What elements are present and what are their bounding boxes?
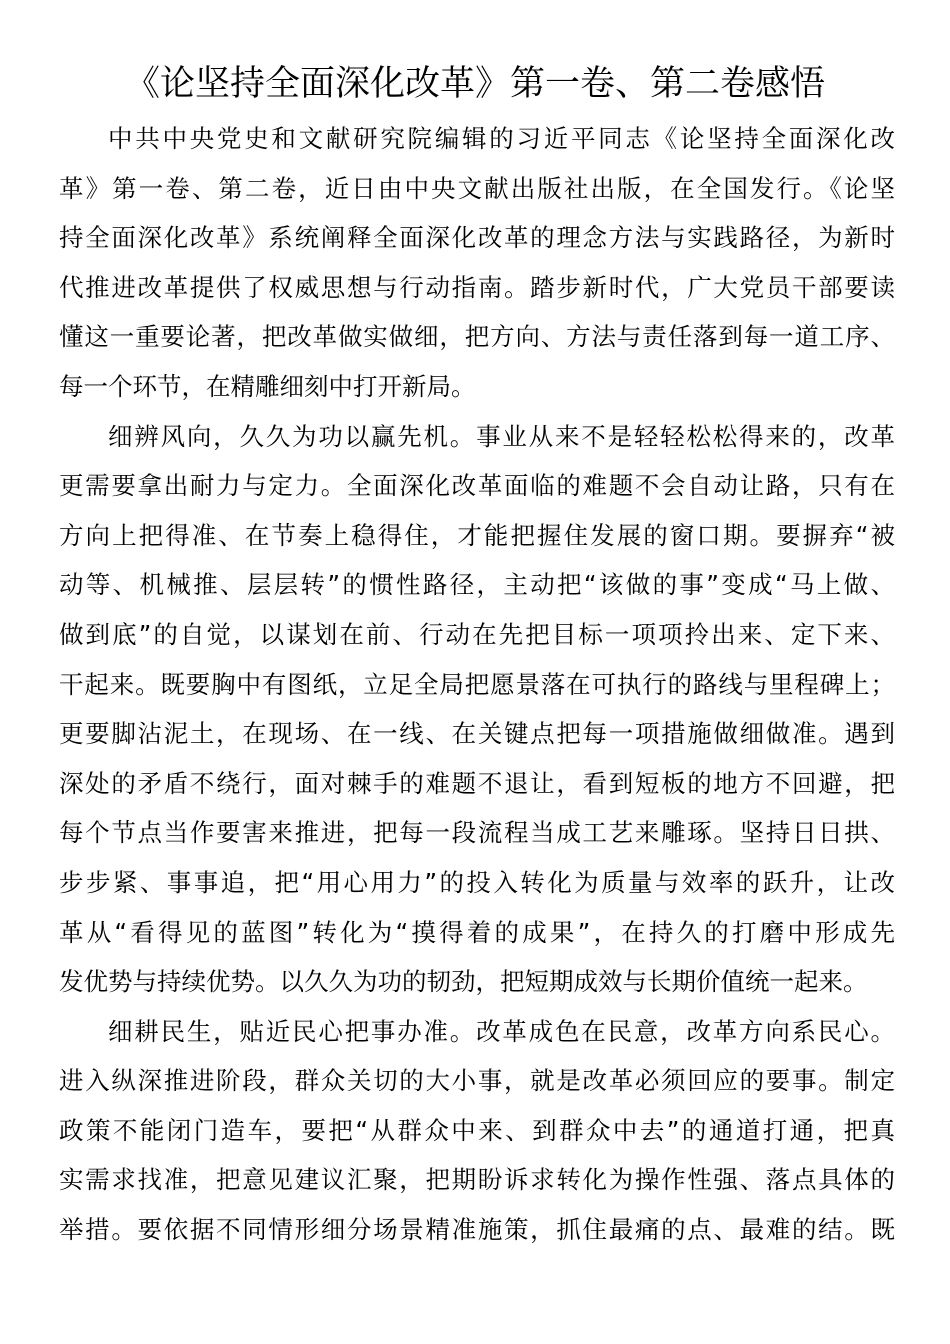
- paragraph-line: 动等、机械推、层层转”的惯性路径，主动把“该做的事”变成“马上做、: [59, 570, 898, 600]
- paragraph-line: 干起来。既要胸中有图纸，立足全局把愿景落在可执行的路线与里程碑上；: [59, 669, 896, 699]
- paragraph-line: 革从“看得见的蓝图”转化为“摸得着的成果”，在持久的打磨中形成先: [59, 917, 899, 947]
- paragraph-line: 中共中央党史和文献研究院编辑的习近平同志《论坚持全面深化改: [108, 124, 898, 153]
- paragraph-line: 进入纵深推进阶段，群众关切的大小事，就是改革必须回应的要事。制定: [59, 1066, 897, 1096]
- document-body: [59, 114, 899, 1255]
- paragraph-line: 做到底”的自觉，以谋划在前、行动在先把目标一项项拎出来、定下来、: [59, 619, 898, 649]
- paragraph-line: 细耕民生，贴近民心把事办准。改革成色在民意，改革方向系民心。: [108, 1016, 897, 1046]
- paragraph-1: [59, 114, 898, 412]
- paragraph-line: 持全面深化改革》系统阐释全面深化改革的理念方法与实践路径，为新时: [59, 223, 897, 253]
- paragraph-3: [59, 1007, 898, 1255]
- paragraph-line: 深处的矛盾不绕行，面对棘手的难题不退让，看到短板的地方不回避，把: [59, 768, 897, 798]
- paragraph-line: 政策不能闭门造车，要把“从群众中来、到群众中去”的通道打通，把真: [59, 1115, 898, 1145]
- paragraph-line: 革》第一卷、第二卷，近日由中央文献出版社出版，在全国发行。《论坚: [59, 173, 898, 203]
- paragraph-line: 举措。要依据不同情形细分场景精准施策，抓住最痛的点、最难的结。既: [59, 1215, 897, 1245]
- paragraph-line: 方向上把得准、在节奏上稳得住，才能把握住发展的窗口期。要摒弃“被: [59, 520, 898, 550]
- paragraph-line: 实需求找准，把意见建议汇聚，把期盼诉求转化为操作性强、落点具体的: [59, 1165, 897, 1195]
- paragraph-2: [59, 412, 899, 1007]
- paragraph-line: 懂这一重要论著，把改革做实做细，把方向、方法与责任落到每一道工序、: [59, 322, 896, 352]
- paragraph-line: 步步紧、事事追，把“用心用力”的投入转化为质量与效率的跃升，让改: [59, 867, 898, 897]
- paragraph-line: 细辨风向，久久为功以赢先机。事业从来不是轻轻松松得来的，改革: [108, 421, 897, 451]
- paragraph-line: 更需要拿出耐力与定力。全面深化改革面临的难题不会自动让路，只有在: [59, 471, 897, 501]
- paragraph-line: 每个节点当作要害来推进，把每一段流程当成工艺来雕琢。坚持日日拱、: [59, 818, 897, 848]
- document-title: 《论坚持全面深化改革》第一卷、第二卷感悟: [124, 64, 825, 104]
- paragraph-line: 发优势与持续优势。以久久为功的韧劲，把短期成效与长期价值统一起来。: [59, 967, 868, 997]
- paragraph-line: 代推进改革提供了权威思想与行动指南。踏步新时代，广大党员干部要读: [59, 272, 897, 302]
- paragraph-line: 更要脚沾泥土，在现场、在一线、在关键点把每一项措施做细做准。遇到: [59, 719, 897, 749]
- paragraph-line: 每一个环节，在精雕细刻中打开新局。: [59, 371, 476, 401]
